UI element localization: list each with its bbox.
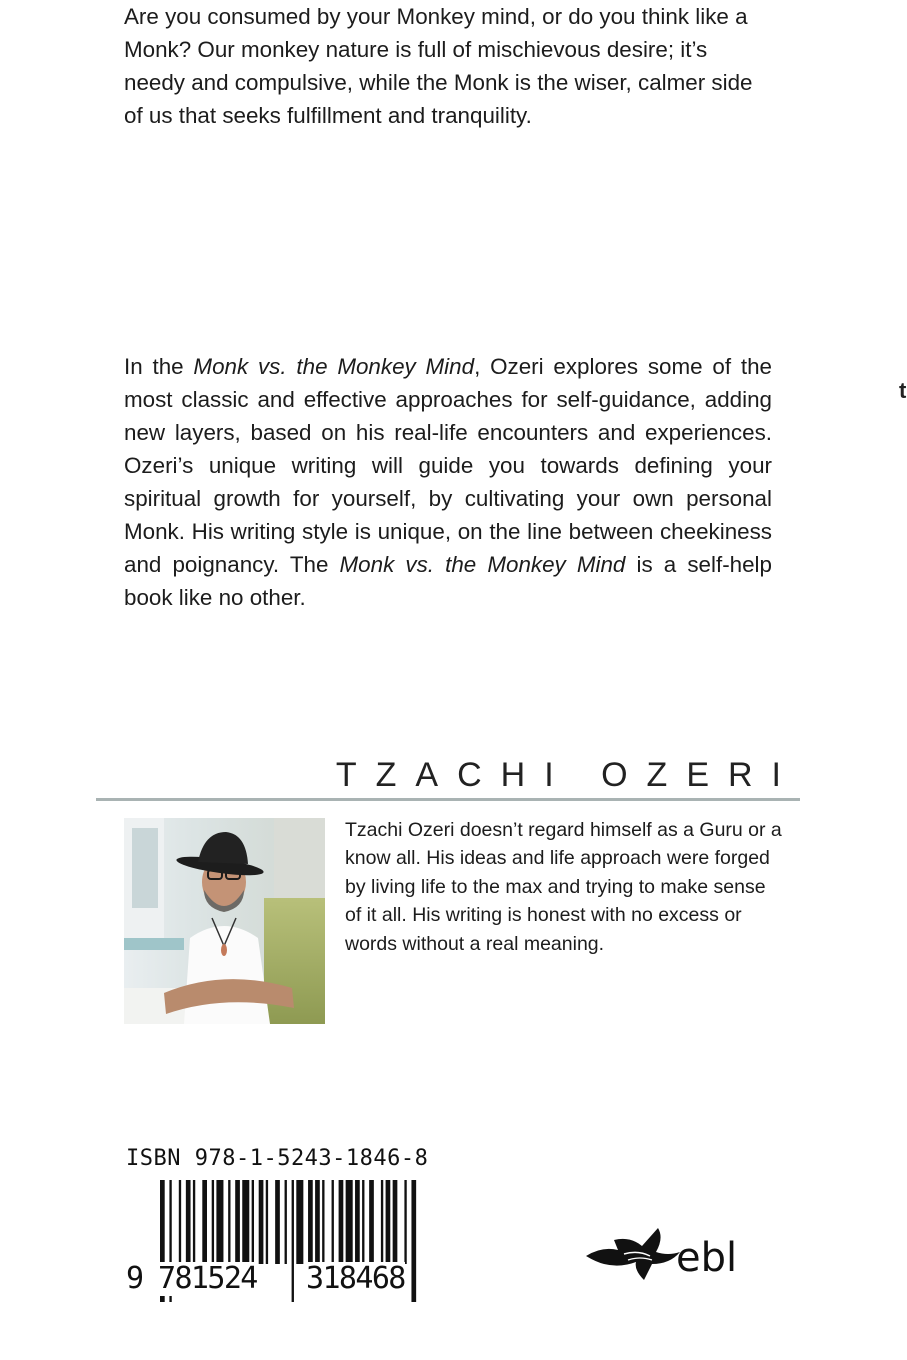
author-bio: Tzachi Ozeri doesn’t regard himself as a Guru or a know all. His ideas and life approach were forged by living life to the max and trying to make sense of it all. His writing is honest with no excess or words without a real meaning. [345,819,782,955]
barcode-digit-first: 9 [126,1261,145,1296]
blurb [124,0,772,132]
barcode-bar [296,1180,303,1264]
barcode-bar [346,1180,353,1264]
blurb-paragraph-2 [124,350,772,614]
barcode-bar [242,1180,249,1264]
isbn-label: ISBN 978-1-5243-1846-8 [126,1146,429,1171]
blurb-paragraph-1: Are you consumed by your Monkey mind, or do you think like a Monk? Our monkey nature is full of mischievous desire; it’s needy and compulsive, while the Monk is the wiser, calmer side of us that seeks fulfillment and tranquility. [124,4,753,128]
barcode-bar [275,1180,280,1264]
barcode-bar [252,1180,254,1264]
barcode-bar [393,1180,398,1264]
author-name: TZACHI OZERI [335,756,800,794]
barcode-bar [315,1180,320,1264]
barcode-bar [266,1180,268,1264]
barcode-bar [193,1180,195,1264]
barcode-bar [186,1180,191,1264]
barcode-bar [235,1180,240,1264]
publisher-logo [584,1216,774,1286]
barcode-bar [355,1180,360,1264]
barcode-bar [228,1180,230,1264]
barcode-bar [362,1180,364,1264]
barcode-bar [332,1180,334,1264]
barcode-bar [285,1180,287,1264]
barcode-bar [259,1180,264,1264]
barcode-bar [292,1180,294,1302]
barcode-bar [179,1180,181,1264]
barcode-bar [322,1180,324,1264]
book-title: Monk vs. the Monkey Mind [339,552,626,577]
barcode-bar [212,1180,214,1264]
barcode-bar [404,1180,406,1264]
barcode-digits-left: 781524 [158,1261,257,1296]
barcode-bar [339,1180,344,1264]
barcode-bar [202,1180,207,1264]
barcode-bar [411,1180,416,1302]
barcode-digits-right: 318468 [306,1261,405,1296]
blurb-intro: In the [124,354,194,379]
blurb-body: , Ozeri explores some of the most classic and effective approaches for self-guidance, adding new layers, based on his real-life encounters and experiences. Ozeri’s unique writing will guide you towards defining your spiritual growth for yourself, by cultivating your own personal Monk. His writing style is unique, on the line between cheekiness and poignancy. The [124,354,772,577]
barcode-bar [308,1180,313,1264]
barcode-bar [369,1180,374,1264]
barcode-bar [386,1180,391,1264]
book-title: Monk vs. the Monkey Mind [193,354,475,379]
divider [96,798,800,801]
barcode-bar [216,1180,223,1264]
blurb-outro: is a self-help book like no other. [124,552,772,610]
publisher-logo-text: ebl [676,1235,738,1281]
spine-edge-text: t [899,378,907,403]
book-bird-icon [586,1228,680,1280]
author-photo [124,818,325,1024]
barcode-bar [381,1180,383,1264]
